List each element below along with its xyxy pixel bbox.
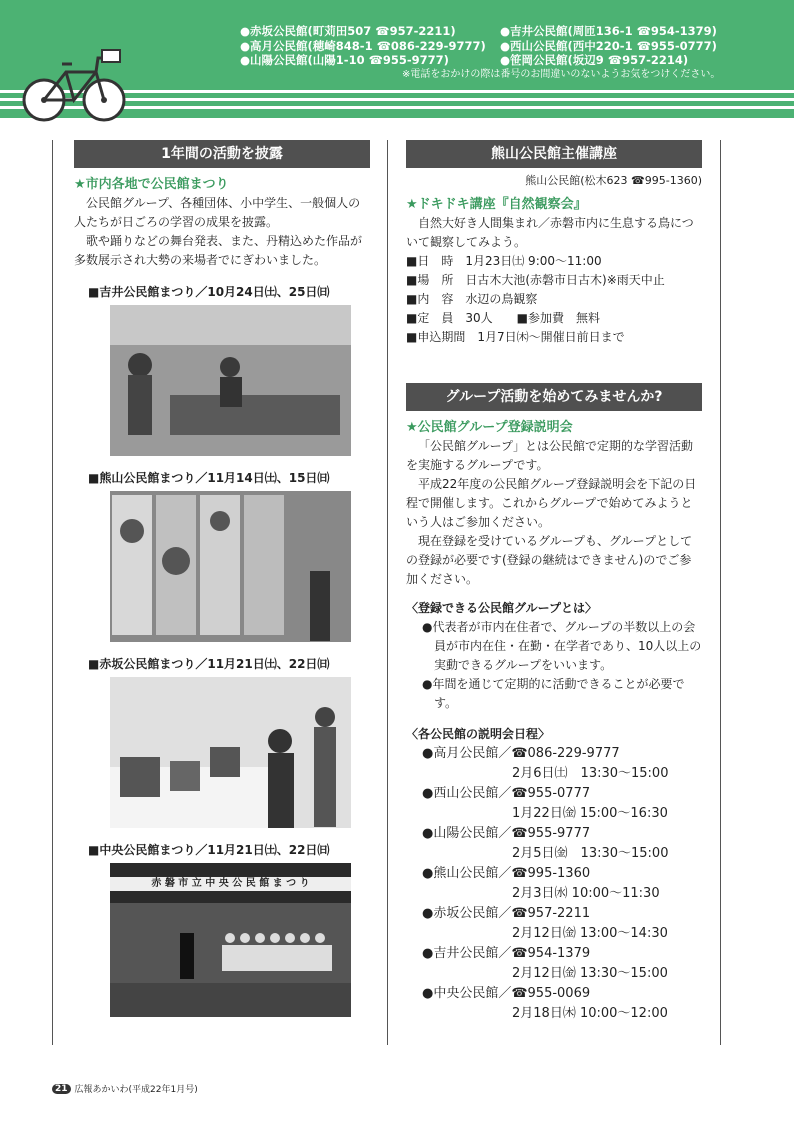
contact-takatsuki: ●高月公民館(穂崎848-1 ☎086-229-9777) xyxy=(240,38,486,53)
schedule-time: 2月12日㈮ 13:30～15:00 xyxy=(512,966,668,981)
schedule-time: 2月3日㈬ 10:00～11:30 xyxy=(512,886,660,901)
photo-kumayama xyxy=(110,491,351,642)
list-item: ●代表者が市内在住者で、グループの半数以上の会員が市内在住・在勤・在学者であり、10人以上の実動できるグループをいいます。 xyxy=(422,620,702,672)
paragraph: 現在登録を受けているグループも、グループとしての登録が必要です(登録の継続はできません)のでご参加ください。 xyxy=(406,534,693,586)
contact-akasaka: ●赤坂公民館(町苅田507 ☎957-2211) xyxy=(240,24,456,38)
schedule-time: 2月12日㈮ 13:00～14:30 xyxy=(512,926,668,941)
schedule-time: 2月5日㈮ 13:30～15:00 xyxy=(512,846,669,861)
schedule-name: ●山陽公民館／☎955-9777 xyxy=(422,826,591,841)
section-title: グループ活動を始めてみませんか? xyxy=(406,383,702,411)
schedule-name: ●西山公民館／☎955-0777 xyxy=(422,786,591,801)
header-band xyxy=(0,0,794,118)
schedule-name: ●中央公民館／☎955-0069 xyxy=(422,986,591,1001)
header-note: ※電話をおかけの際は番号のお間違いのないようお気をつけください。 xyxy=(402,69,721,80)
photo-caption: ■中央公民館まつり／11月21日㈯、22日㈰ xyxy=(88,843,330,857)
bicycle-icon xyxy=(18,46,130,126)
section-title: 熊山公民館主催講座 xyxy=(406,140,702,168)
section-title: 1年間の活動を披露 xyxy=(74,140,370,168)
subheading: ★公民館グループ登録説明会 xyxy=(406,420,573,435)
subheading: ★ドキドキ講座『自然観察会』 xyxy=(406,197,587,212)
schedule-name: ●赤坂公民館／☎957-2211 xyxy=(422,906,591,921)
paragraph: 公民館グループ、各種団体、小中学生、一般個人の人たちが日ごろの学習の成果を披露。 xyxy=(74,196,361,229)
left-column xyxy=(74,140,370,1017)
schedule-heading: 〈各公民館の説明会日程〉 xyxy=(406,727,551,741)
right-column xyxy=(406,140,702,1024)
requirements-heading: 〈登録できる公民館グループとは〉 xyxy=(406,601,598,615)
photo-akasaka xyxy=(110,677,351,828)
schedule-list xyxy=(406,744,702,1024)
schedule-name: ●吉井公民館／☎954-1379 xyxy=(422,946,591,961)
schedule-time: 1月22日㈮ 15:00～16:30 xyxy=(512,806,668,821)
schedule-name: ●熊山公民館／☎995-1360 xyxy=(422,866,591,881)
detail-row: ■場 所 日古木大池(赤磐市日古木)※雨天中止 xyxy=(406,273,665,287)
subheading: ★市内各地で公民館まつり xyxy=(74,177,229,192)
detail-row: ■申込期間 1月7日㈭～開催日前日まで xyxy=(406,330,625,344)
divider xyxy=(387,140,388,1045)
page-number: 21 xyxy=(52,1084,71,1094)
paragraph: 自然大好き人間集まれ／赤磐市内に生息する鳥について観察してみよう。 xyxy=(406,216,694,249)
contacts xyxy=(240,24,721,80)
schedule-time: 2月18日㈭ 10:00～12:00 xyxy=(512,1006,668,1021)
photo-caption: ■赤坂公民館まつり／11月21日㈯、22日㈰ xyxy=(88,657,330,671)
detail-row: ■定 員 30人 ■参加費 無料 xyxy=(406,311,600,325)
publication-title: 広報あかいわ(平成22年1月号) xyxy=(74,1085,198,1095)
contact-yoshii: ●吉井公民館(周匝136-1 ☎954-1379) xyxy=(500,24,717,38)
divider xyxy=(52,140,53,1045)
paragraph: 平成22年度の公民館グループ登録説明会を下記の日程で開催します。これからグループで始めてみようという人はご参加ください。 xyxy=(406,477,697,529)
list-item: ●年間を通じて定期的に活動できることが必要です。 xyxy=(422,677,685,710)
stage-banner: 赤 磐 市 立 中 央 公 民 館 ま つ り xyxy=(110,877,351,891)
footer xyxy=(52,1082,198,1095)
divider xyxy=(720,140,721,1045)
paragraph: 「公民館グループ」とは公民館で定期的な学習活動を実施するグループです。 xyxy=(406,439,694,472)
schedule-name: ●高月公民館／☎086-229-9777 xyxy=(422,746,620,761)
photo-caption: ■吉井公民館まつり／10月24日㈯、25日㈰ xyxy=(88,285,330,299)
photo-chuo xyxy=(110,863,351,1017)
paragraph: 歌や踊りなどの舞台発表、また、丹精込めた作品が多数展示され大勢の来場者でにぎわいました。 xyxy=(74,234,363,267)
photo-yoshii xyxy=(110,305,351,456)
organizer: 熊山公民館(松木623 ☎995-1360) xyxy=(525,174,702,187)
contact-sanyo: ●山陽公民館(山陽1-10 ☎955-9777) xyxy=(240,53,449,67)
detail-row: ■日 時 1月23日㈯ 9:00～11:00 xyxy=(406,254,602,268)
contact-sasaoka: ●笹岡公民館(坂辺9 ☎957-2214) xyxy=(500,53,689,67)
detail-row: ■内 容 水辺の鳥観察 xyxy=(406,292,538,306)
photo-caption: ■熊山公民館まつり／11月14日㈯、15日㈰ xyxy=(88,471,330,485)
contact-saiyama: ●西山公民館(西中220-1 ☎955-0777) xyxy=(500,38,717,53)
schedule-time: 2月6日㈯ 13:30～15:00 xyxy=(512,766,669,781)
